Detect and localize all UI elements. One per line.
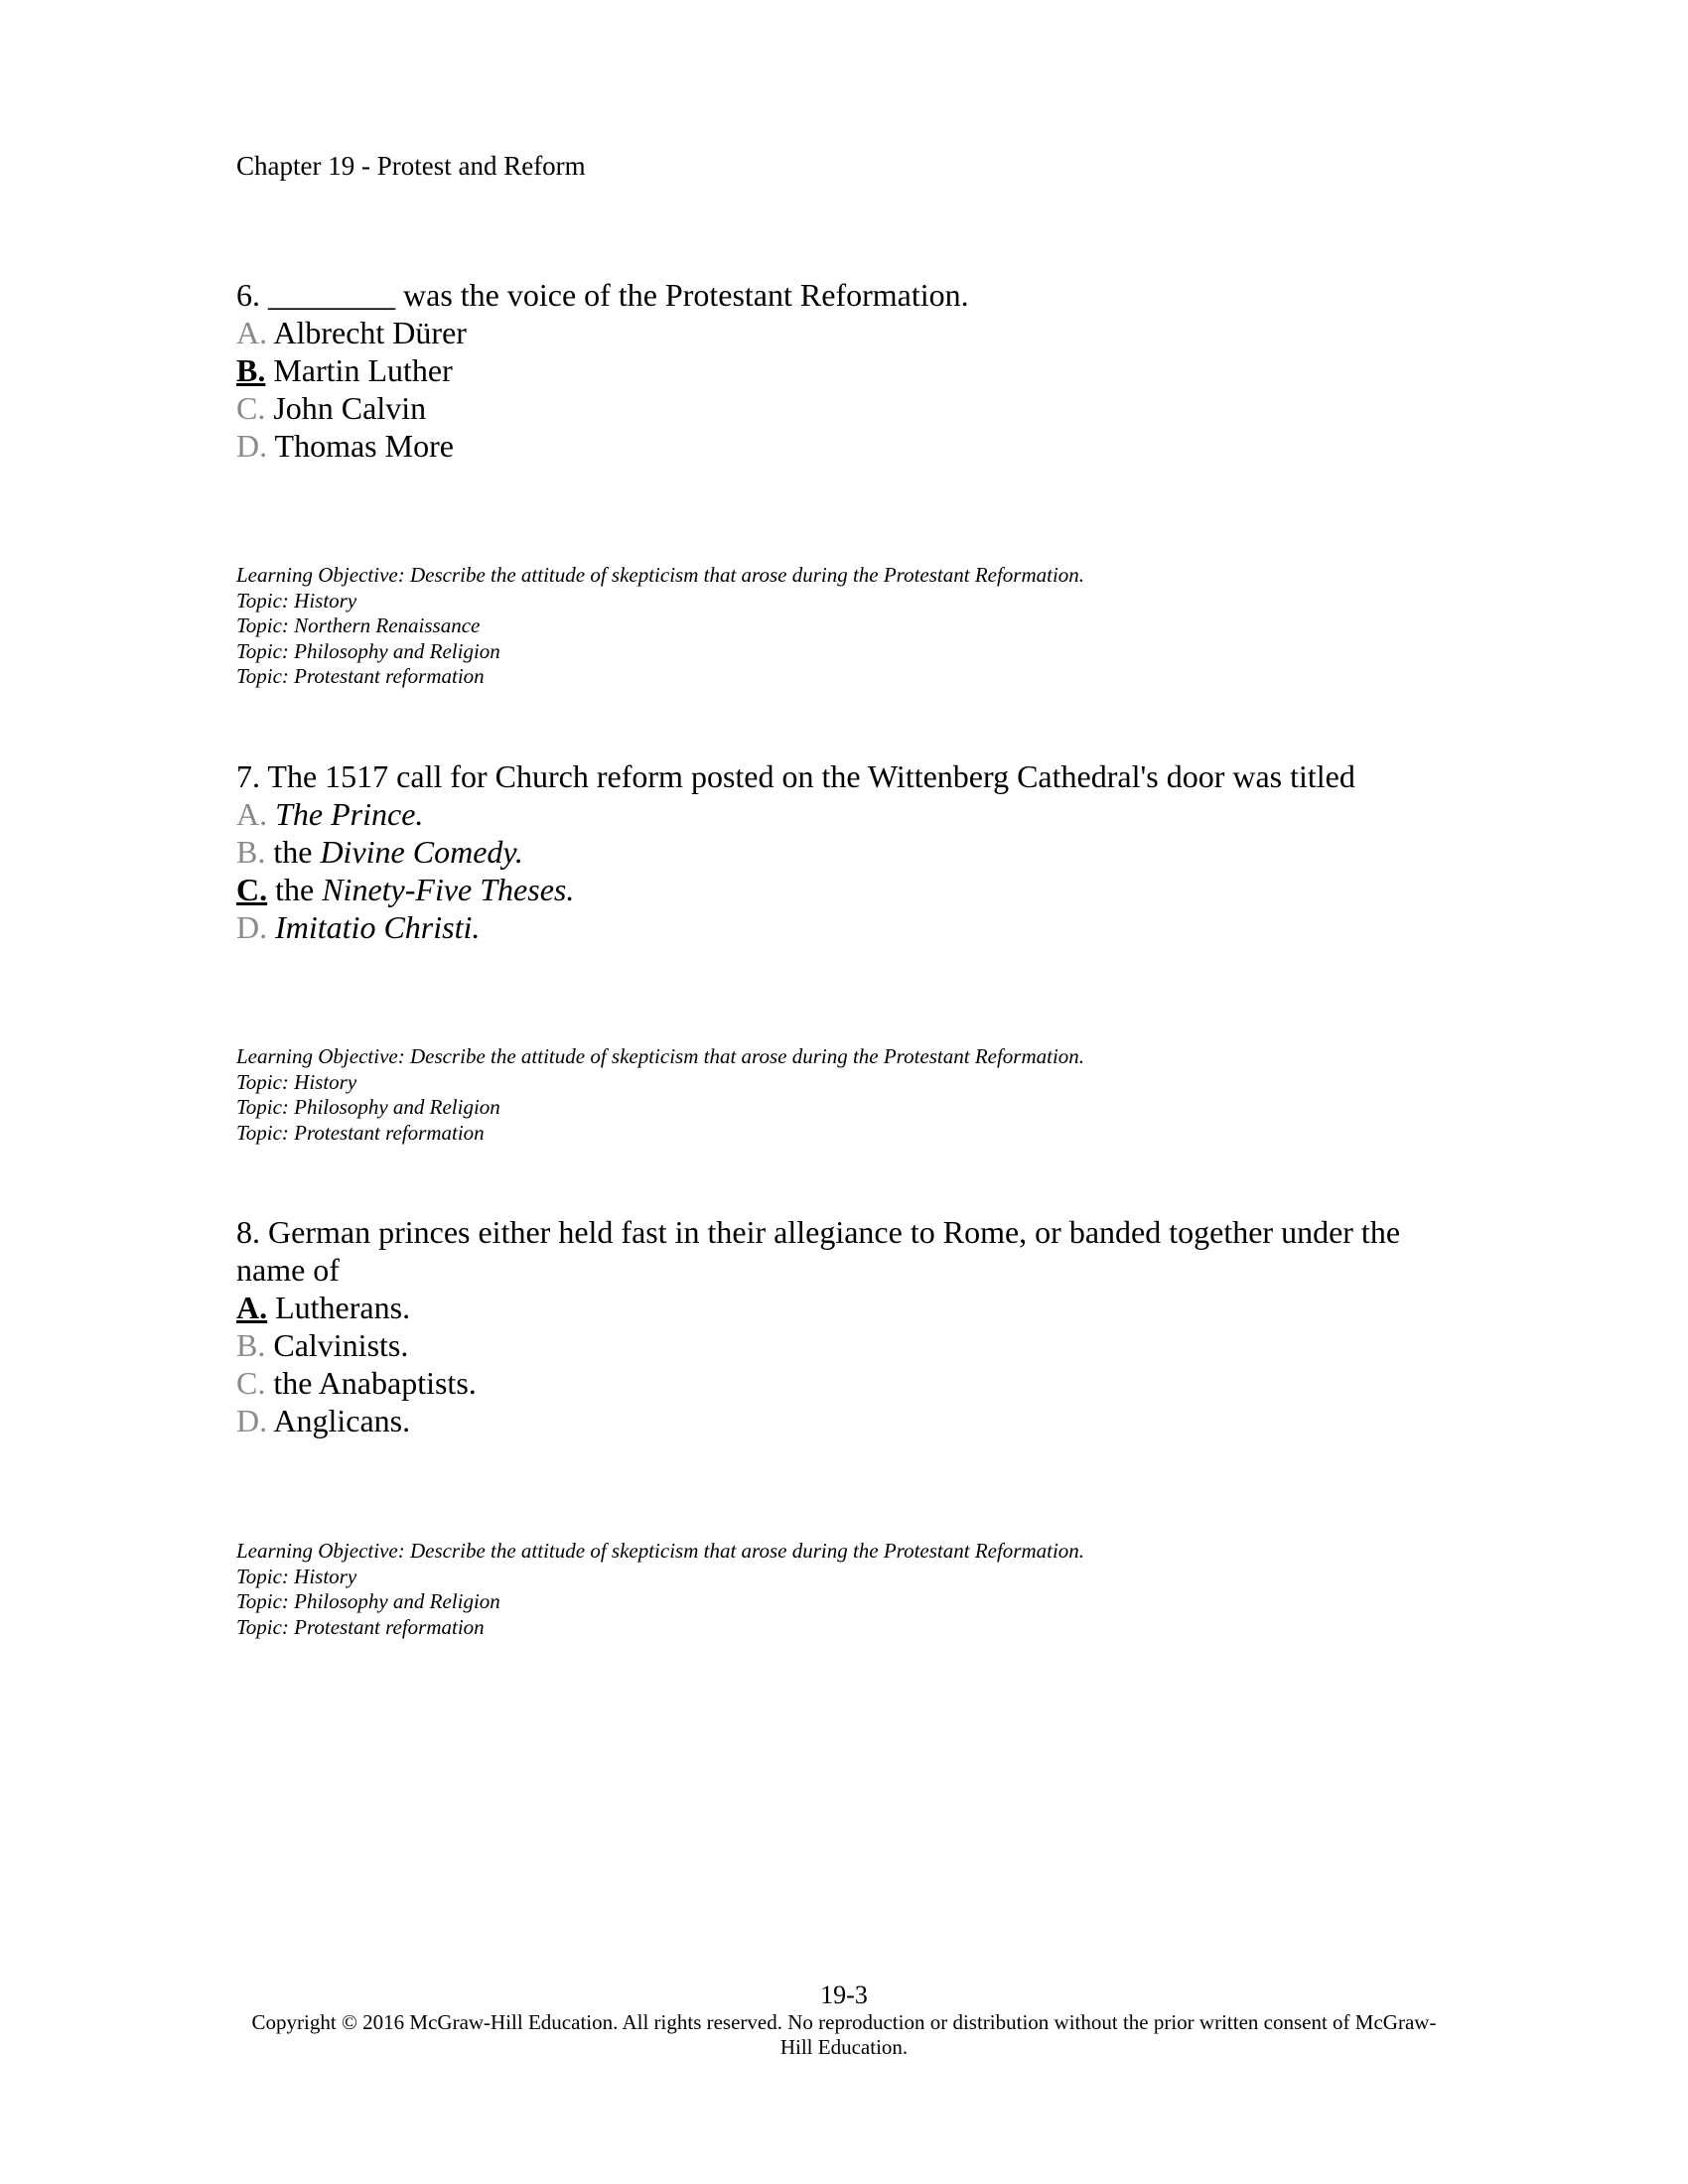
topic: Topic: Philosophy and Religion xyxy=(236,1589,500,1613)
choice-letter-correct: A. xyxy=(236,1290,268,1325)
choice-letter: B. xyxy=(236,1327,266,1363)
answer-choice-a xyxy=(236,314,1468,351)
choice-prefix: the xyxy=(273,834,321,870)
choice-letter: B. xyxy=(236,834,266,870)
choice-letter: A. xyxy=(236,796,268,832)
choice-text: Anglicans. xyxy=(273,1403,411,1438)
copyright-notice: Copyright © 2016 McGraw-Hill Education. All rights reserved. No reproduction or distribution without the prior written consent of McGraw-Hill Education. xyxy=(251,2010,1437,2059)
topic: Topic: Protestant reformation xyxy=(236,664,485,688)
choice-letter: D. xyxy=(236,428,268,464)
choice-letter: C. xyxy=(236,1365,266,1401)
learning-objective: Learning Objective: Describe the attitude of skepticism that arose during the Protestant Reformation. xyxy=(236,1044,1085,1068)
choice-letter: A. xyxy=(236,315,268,350)
question-stem: 7. The 1517 call for Church reform posted on the Wittenberg Cathedral's door was titled xyxy=(236,758,1355,794)
answer-choice-a xyxy=(236,795,1468,833)
page-footer xyxy=(0,1980,1688,2060)
page-header: Chapter 19 - Protest and Reform xyxy=(236,151,586,181)
question-6-metadata xyxy=(236,563,1084,690)
topic: Topic: History xyxy=(236,1069,357,1094)
answer-choice-c xyxy=(236,389,1468,427)
topic: Topic: History xyxy=(236,588,357,613)
choice-text: Thomas More xyxy=(274,428,454,464)
choice-text: Martin Luther xyxy=(273,352,453,388)
learning-objective: Learning Objective: Describe the attitude of skepticism that arose during the Protestant Reformation. xyxy=(236,1539,1085,1563)
answer-choice-b xyxy=(236,351,1468,389)
answer-choice-c xyxy=(236,1364,1468,1402)
choice-text: Lutherans. xyxy=(275,1290,411,1325)
answer-choice-b xyxy=(236,1326,1468,1364)
question-6 xyxy=(236,276,1468,465)
choice-title: Divine Comedy. xyxy=(320,834,523,870)
question-8 xyxy=(236,1213,1468,1439)
choice-letter-correct: B. xyxy=(236,352,266,388)
question-stem: 8. German princes either held fast in their allegiance to Rome, or banded together under the name of xyxy=(236,1214,1401,1288)
choice-text: the Anabaptists. xyxy=(273,1365,477,1401)
choice-letter: C. xyxy=(236,390,266,426)
answer-choice-a xyxy=(236,1289,1468,1326)
topic: Topic: Philosophy and Religion xyxy=(236,638,500,663)
question-stem: 6. ________ was the voice of the Protestant Reformation. xyxy=(236,277,969,313)
choice-prefix: the xyxy=(275,872,323,907)
learning-objective: Learning Objective: Describe the attitude of skepticism that arose during the Protestant Reformation. xyxy=(236,563,1085,587)
question-8-metadata xyxy=(236,1539,1084,1640)
choice-letter: D. xyxy=(236,909,268,945)
answer-choice-c xyxy=(236,871,1468,908)
answer-choice-b xyxy=(236,833,1468,871)
choice-letter-correct: C. xyxy=(236,872,268,907)
topic: Topic: Philosophy and Religion xyxy=(236,1095,500,1119)
topic: Topic: Protestant reformation xyxy=(236,1614,485,1639)
topic: Topic: Northern Renaissance xyxy=(236,614,481,637)
choice-letter: D. xyxy=(236,1403,268,1438)
answer-choice-d xyxy=(236,427,1468,465)
choice-text: Calvinists. xyxy=(273,1327,409,1363)
answer-choice-d xyxy=(236,1402,1468,1439)
choice-text: Albrecht Dürer xyxy=(273,315,467,350)
question-7-metadata xyxy=(236,1044,1084,1146)
question-7 xyxy=(236,757,1468,946)
choice-text: John Calvin xyxy=(273,390,427,426)
page-number: 19-3 xyxy=(820,1980,868,2009)
choice-title: Imitatio Christi. xyxy=(275,909,481,945)
topic: Topic: History xyxy=(236,1564,357,1588)
choice-title: Ninety-Five Theses. xyxy=(322,872,575,907)
choice-title: The Prince. xyxy=(275,796,424,832)
answer-choice-d xyxy=(236,908,1468,946)
topic: Topic: Protestant reformation xyxy=(236,1120,485,1145)
